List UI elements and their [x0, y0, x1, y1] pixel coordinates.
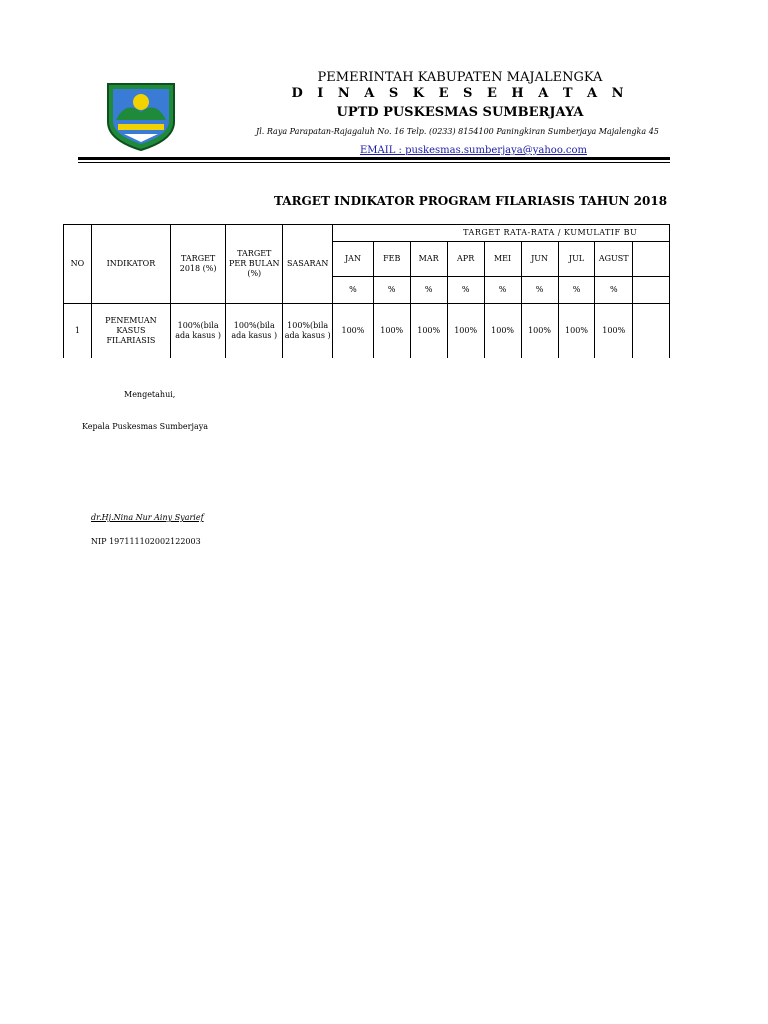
- header-no: NO: [64, 225, 92, 304]
- row-indikator: PENEMUAN KASUS FILARIASIS: [91, 304, 170, 359]
- row-value: 100%: [595, 304, 633, 359]
- target-table-container: [63, 224, 670, 358]
- row-value: 100%: [333, 304, 374, 359]
- header-target-bulan: TARGET PER BULAN (%): [226, 225, 283, 304]
- header-sasaran: SASARAN: [283, 225, 333, 304]
- signature-nip: NIP 197111102002122003: [91, 537, 201, 546]
- row-sasaran: 100%(bila ada kasus ): [283, 304, 333, 359]
- row-value: 100%: [521, 304, 558, 359]
- unit-cell: %: [595, 277, 633, 304]
- row-value-cut: [633, 304, 670, 359]
- header-month: AGUST: [595, 242, 633, 277]
- signature-acknowledged: Mengetahui,: [124, 390, 176, 399]
- row-no: 1: [64, 304, 92, 359]
- header-divider-thin: [78, 162, 670, 163]
- table-header-row: [64, 225, 670, 242]
- header-target: TARGET 2018 (%): [170, 225, 225, 304]
- header-puskesmas: UPTD PUSKESMAS SUMBERJAYA: [336, 105, 584, 120]
- kabupaten-emblem-icon: [104, 78, 178, 152]
- header-address: Jl. Raya Parapatan-Rajagaluh No. 16 Telp. (0233) 8154100 Paningkiran Sumberjaya Majalengka 45: [256, 127, 659, 136]
- header-month-cut: [633, 242, 670, 277]
- unit-cell: %: [373, 277, 410, 304]
- header-government: PEMERINTAH KABUPATEN MAJALENGKA: [317, 70, 603, 85]
- row-value: 100%: [558, 304, 595, 359]
- header-month: JAN: [333, 242, 374, 277]
- row-target-bulan: 100%(bila ada kasus ): [226, 304, 283, 359]
- target-table: [63, 224, 670, 358]
- header-month: APR: [447, 242, 484, 277]
- signature-name: dr.Hj.Nina Nur Ainy Syarief: [91, 513, 204, 522]
- header-month: JUN: [521, 242, 558, 277]
- header-email-link[interactable]: EMAIL : puskesmas.sumberjaya@yahoo.com: [360, 145, 587, 156]
- header-indikator: INDIKATOR: [91, 225, 170, 304]
- table-row: [64, 304, 670, 359]
- unit-cell: %: [521, 277, 558, 304]
- signature-position: Kepala Puskesmas Sumberjaya: [82, 422, 209, 431]
- header-month: FEB: [373, 242, 410, 277]
- unit-cell: %: [333, 277, 374, 304]
- unit-cell-cut: [633, 277, 670, 304]
- header-month: MEI: [484, 242, 521, 277]
- unit-cell: %: [447, 277, 484, 304]
- unit-cell: %: [410, 277, 447, 304]
- header-month: MAR: [410, 242, 447, 277]
- unit-cell: %: [558, 277, 595, 304]
- row-target: 100%(bila ada kasus ): [170, 304, 225, 359]
- header-month: JUL: [558, 242, 595, 277]
- unit-cell: %: [484, 277, 521, 304]
- row-value: 100%: [447, 304, 484, 359]
- row-value: 100%: [373, 304, 410, 359]
- row-value: 100%: [410, 304, 447, 359]
- header-divider: [78, 157, 670, 160]
- header-target-rata-rata: TARGET RATA-RATA / KUMULATIF BU: [333, 225, 670, 242]
- row-value: 100%: [484, 304, 521, 359]
- document-title: TARGET INDIKATOR PROGRAM FILARIASIS TAHUN 2018: [274, 194, 668, 208]
- header-department: D I N A S K E S E H A T A N: [291, 86, 629, 101]
